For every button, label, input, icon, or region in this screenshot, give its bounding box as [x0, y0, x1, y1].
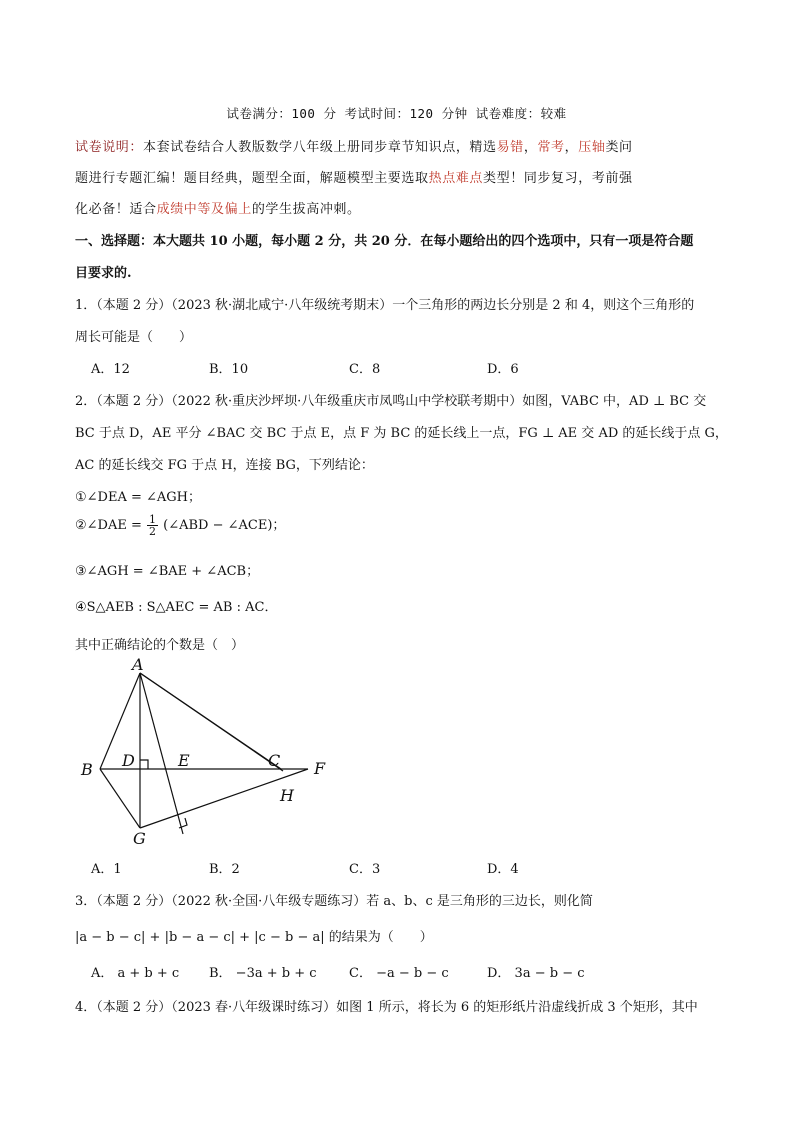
q3-option-d[interactable]: D． 3a − b − c — [487, 966, 585, 981]
highlight-redian: 热点难点 — [428, 171, 484, 186]
intro-text: 的学生拔高冲刺。 — [251, 202, 361, 217]
q2-line-3: AC 的延长线交 FG 于点 H，连接 BG，下列结论： — [75, 458, 374, 473]
intro-text: 类问 — [605, 140, 633, 155]
section-heading-line-1: 一、选择题：本大题共 10 小题，每小题 2 分，共 20 分．在每小题给出的四个选项中，只有一项是符合题 — [75, 234, 694, 249]
q1-line-2: 周长可能是（ ） — [75, 330, 193, 345]
label-a: A — [132, 656, 144, 674]
segment-bg — [100, 769, 140, 828]
q2-geometry-figure — [75, 656, 335, 846]
q3-line-1: 3．（本题 2 分）（2022 秋·全国·八年级专题练习）若 a、b、c 是三角形的三边长，则化简 — [75, 894, 593, 909]
q2-line-1: 2．（本题 2 分）（2022 秋·重庆沙坪坝·八年级重庆市凤鸣山中学校联考期中）如图，VABC 中，AD ⊥ BC 交 — [75, 394, 707, 409]
intro-label: 试卷说明： — [75, 140, 144, 155]
right-angle-mark-d — [140, 760, 148, 769]
q2-question: 其中正确结论的个数是（ ） — [75, 638, 245, 653]
label-f: F — [314, 759, 326, 778]
exam-header: 试卷满分：100 分 考试时间：120 分钟 试卷难度：较难 — [226, 106, 567, 121]
q1-option-a[interactable]: A．12 — [91, 362, 130, 377]
highlight-changkao: 常考 — [537, 140, 565, 155]
fraction-numerator: 1 — [149, 513, 157, 526]
q3-option-c[interactable]: C． −a − b − c — [349, 966, 449, 981]
intro-line-3 — [75, 198, 361, 217]
intro-text: 题进行专题汇编！题目经典，题型全面，解题模型主要选取 — [75, 171, 429, 186]
highlight-yazhou: 压轴 — [578, 140, 606, 155]
q1-line-1: 1．（本题 2 分）（2023 秋·湖北咸宁·八年级统考期末）一个三角形的两边长分别是 2 和 4，则这个三角形的 — [75, 298, 695, 313]
segment-ah — [140, 673, 283, 771]
q2-conclusion-4: ④S△AEB : S△AEC = AB : AC． — [75, 600, 278, 615]
highlight-yicuo: 易错 — [496, 140, 524, 155]
q2-option-b[interactable]: B．2 — [209, 862, 240, 877]
highlight-chengji: 成绩中等及偏上 — [156, 202, 252, 217]
label-g: G — [133, 829, 146, 846]
q3-option-a[interactable]: A． a + b + c — [91, 966, 180, 981]
intro-text: ， — [564, 140, 579, 155]
q2-option-d[interactable]: D．4 — [487, 862, 519, 877]
q1-option-d[interactable]: D．6 — [487, 362, 519, 377]
intro-text: 类型！同步复习，考前强 — [483, 171, 633, 186]
q2-conclusion-2 — [75, 514, 285, 537]
q1-option-b[interactable]: B．10 — [209, 362, 249, 377]
q2-conclusion-3: ③∠AGH = ∠BAE + ∠ACB； — [75, 564, 260, 579]
intro-text: 化必备！适合 — [75, 202, 157, 217]
fraction-denominator: 2 — [149, 525, 157, 538]
q2-line-2: BC 于点 D，AE 平分 ∠BAC 交 BC 于点 E，点 F 为 BC 的延长线上一点，FG ⊥ AE 交 AD 的延长线于点 G， — [75, 426, 728, 441]
q3-option-b[interactable]: B． −3a + b + c — [209, 966, 317, 981]
segment-ae-extended — [140, 673, 183, 834]
c2-suffix: (∠ABD − ∠ACE)； — [163, 518, 286, 533]
intro-line-1 — [75, 136, 633, 155]
q2-option-a[interactable]: A．1 — [91, 862, 122, 877]
label-b: B — [81, 760, 93, 779]
label-h: H — [280, 786, 294, 805]
q3-line-2: |a − b − c| + |b − a − c| + |c − b − a| 的结果为（ ） — [75, 930, 433, 945]
label-c: C — [268, 751, 281, 770]
fraction-one-half — [147, 514, 158, 537]
intro-text: 本套试卷结合人教版数学八年级上册同步章节知识点，精选 — [143, 140, 497, 155]
intro-text: ， — [523, 140, 538, 155]
q1-option-c[interactable]: C．8 — [349, 362, 381, 377]
section-heading-line-2: 目要求的. — [75, 266, 132, 281]
label-d: D — [122, 751, 135, 770]
intro-line-2 — [75, 167, 633, 186]
q2-option-c[interactable]: C．3 — [349, 862, 381, 877]
c2-prefix: ②∠DAE = — [75, 518, 142, 533]
q2-conclusion-1: ①∠DEA = ∠AGH； — [75, 490, 202, 505]
q4-line-1: 4．（本题 2 分）（2023 春·八年级课时练习）如图 1 所示，将长为 6 的矩形纸片沿虚线折成 3 个矩形，其中 — [75, 1000, 698, 1015]
label-e: E — [178, 751, 190, 770]
